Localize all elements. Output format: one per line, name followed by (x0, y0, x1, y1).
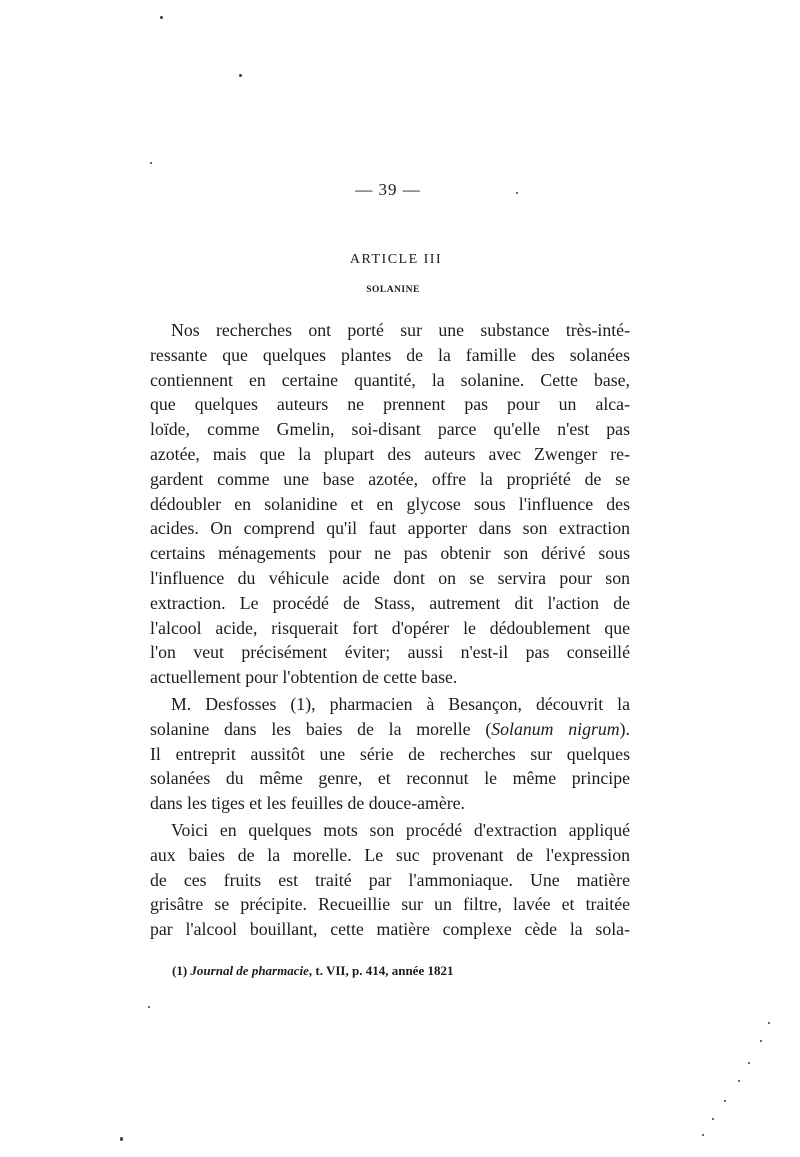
text-line: extraction. Le procédé de Stass, autrement dit l'action de (150, 592, 630, 613)
scan-speck (760, 1040, 762, 1042)
text-line: contiennent en certaine quantité, la solanine. Cette base, (150, 369, 630, 390)
article-heading: ARTICLE III (349, 252, 443, 267)
text-line: l'on veut précisément éviter; aussi n'est-il pas conseillé (150, 642, 630, 663)
text-line: aux baies de la morelle. Le suc provenant de l'expression (150, 844, 630, 865)
text-line: gardent comme une base azotée, offre la propriété de se (150, 468, 630, 489)
page-number: — 39 — (355, 180, 421, 199)
text-line: azotée, mais que la plupart des auteurs avec Zwenger re- (150, 443, 630, 464)
article-subheading: SOLANINE (366, 285, 420, 295)
scan-speck (516, 192, 518, 194)
text-segment: ). (619, 718, 630, 739)
paragraph-1 (150, 318, 630, 690)
text-segment: solanine dans les baies de la morelle ( (150, 718, 492, 739)
text-line (150, 717, 630, 742)
scan-speck (724, 1100, 726, 1102)
text-line: que quelques auteurs ne prennent pas pour un alca- (150, 394, 630, 415)
text-line: solanées du même genre, et reconnut le même principe (150, 768, 630, 789)
text-line: Voici en quelques mots son procédé d'extraction appliqué (171, 819, 630, 840)
text-line: l'influence du véhicule acide dont on se servira pour son (150, 567, 630, 588)
scan-speck (768, 1022, 770, 1024)
scan-speck (148, 1006, 150, 1008)
text-line: M. Desfosses (1), pharmacien à Besançon, découvrit la (171, 693, 630, 714)
scan-speck (239, 74, 242, 77)
text-line: par l'alcool bouillant, cette matière complexe cède la sola- (150, 919, 630, 940)
text-line: de ces fruits est traité par l'ammoniaque. Une matière (150, 869, 630, 890)
text-line: Nos recherches ont porté sur une substance très-inté- (171, 320, 630, 340)
scan-speck (160, 16, 163, 19)
footnote-journal: Journal de pharmacie (190, 963, 309, 978)
text-line: ressante que quelques plantes de la famille des solanées (150, 344, 630, 365)
text-line: acides. On comprend qu'il faut apporter dans son extraction (150, 518, 630, 539)
body-text (150, 318, 630, 942)
text-line: Il entreprit aussitôt une série de recherches sur quelques (150, 743, 630, 764)
species-name: Solanum nigrum (491, 718, 620, 739)
scan-speck (748, 1062, 750, 1064)
text-line: dédoubler en solanidine et en glycose sous l'influence des (150, 493, 630, 514)
paragraph-2 (150, 692, 630, 816)
text-line: loïde, comme Gmelin, soi-disant parce qu'elle n'est pas (150, 419, 630, 440)
text-line: dans les tiges et les feuilles de douce-amère. (150, 793, 466, 814)
text-line: actuellement pour l'obtention de cette base. (150, 667, 458, 688)
paragraph-3 (150, 818, 630, 942)
scan-speck (150, 162, 152, 164)
footnote-citation: , t. VII, p. 414, année 1821 (308, 963, 454, 978)
text-line: l'alcool acide, risquerait fort d'opérer le dédoublement que (150, 617, 630, 638)
scan-speck (738, 1080, 740, 1082)
footnote (172, 963, 453, 979)
footnote-marker: (1) (172, 963, 188, 978)
scan-speck (120, 1137, 123, 1141)
text-line: certains ménagements pour ne pas obtenir son dérivé sous (150, 543, 630, 564)
scan-speck (712, 1118, 714, 1120)
text-line: grisâtre se précipite. Recueillie sur un filtre, lavée et traitée (150, 894, 630, 915)
scan-speck (702, 1134, 704, 1136)
